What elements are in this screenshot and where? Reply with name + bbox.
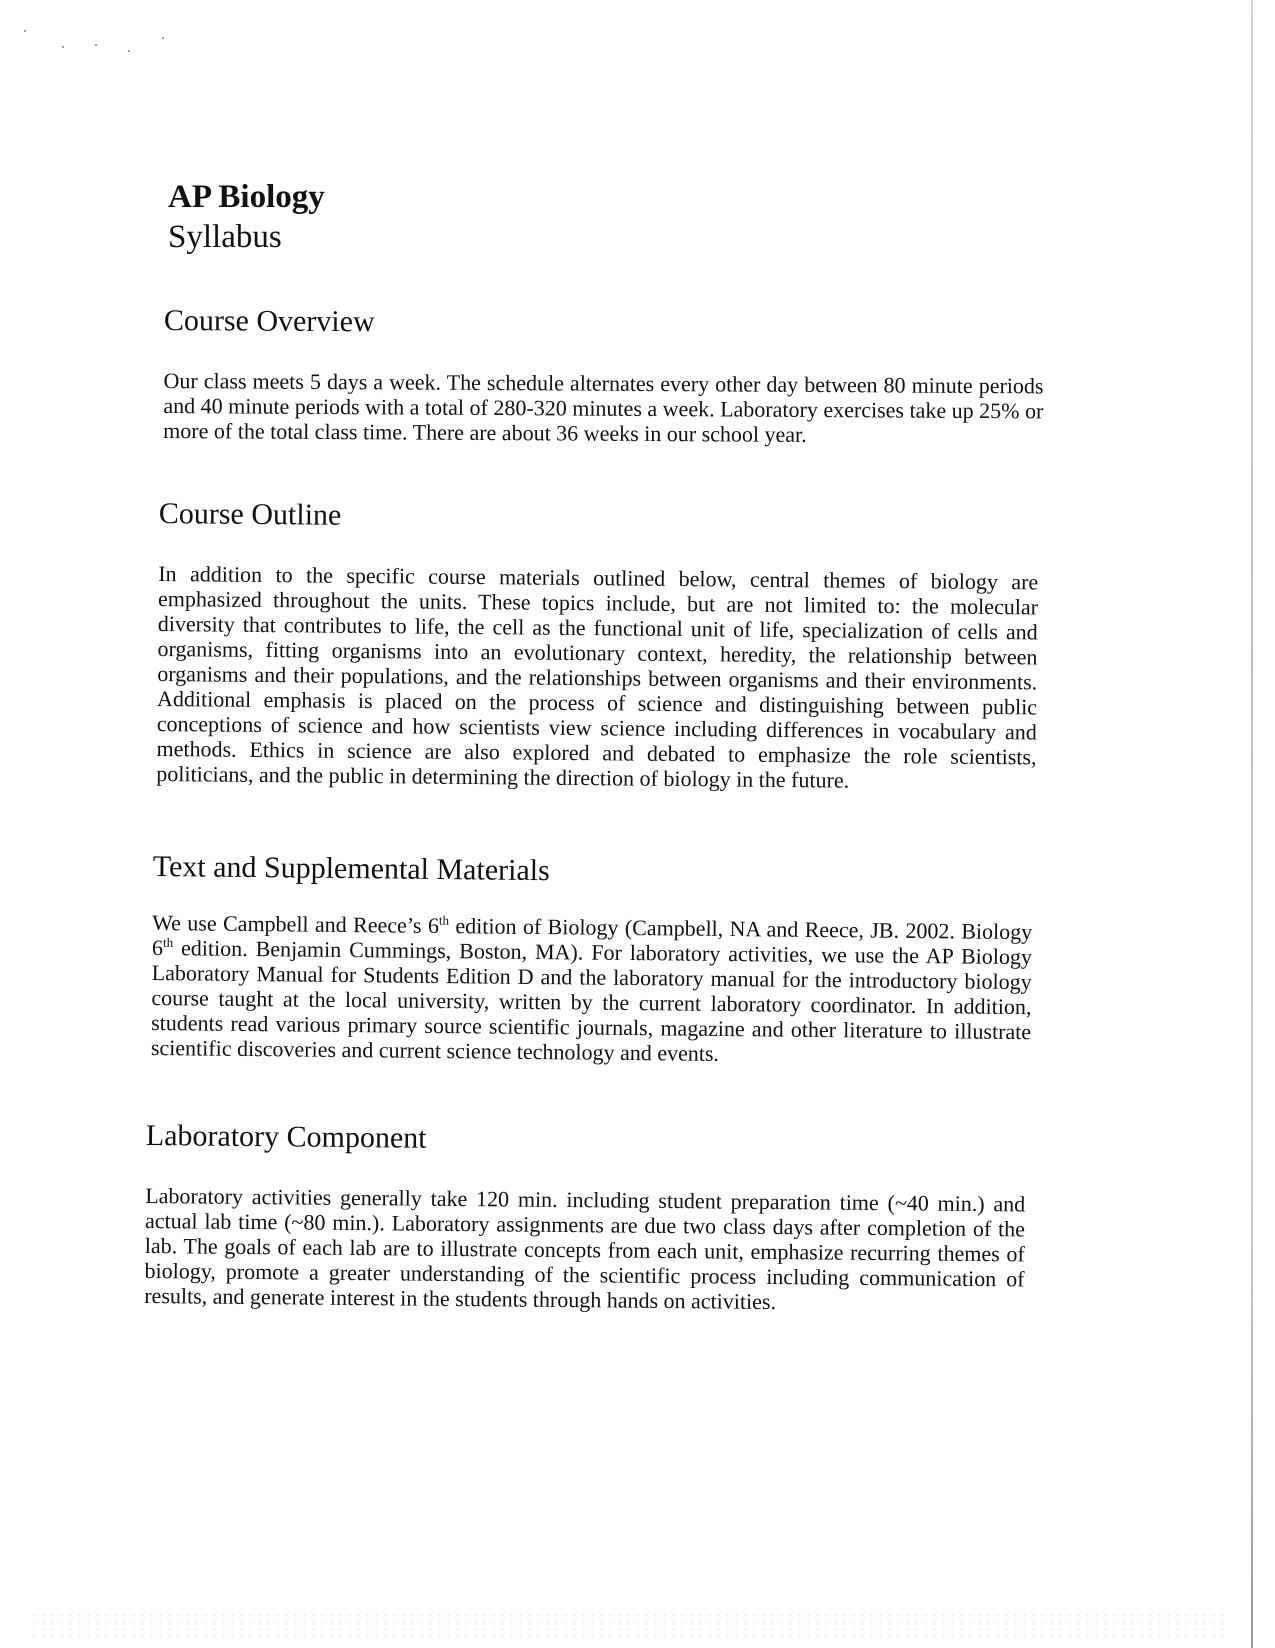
scan-speck — [62, 46, 64, 48]
document-title: AP Biology — [168, 179, 325, 215]
section-body: Laboratory activities generally take 120 min. including student preparation time (~40 min.) and actual lab time (~80 min.). Laboratory assignments are due two class days after completion of the lab. The goals of each lab are to illustrate concepts from each unit, emphasize recurring themes of biology, promote a greater understanding of the scientific process including communication of results, and generate interest in the students through hands on activities. — [144, 1182, 1026, 1315]
section-body: In addition to the specific course materials outlined below, central themes of biology are emphasized throughout the units. These topics include, but are not limited to: the molecular diversity that contributes to life, the cell as the functional unit of life, specialization of cells and organisms, fitting organisms into an evolutionary context, heredity, the relationship between organisms and their populations, and the relationships between organisms and their environments. Additional emphasis is placed on the process of science and distinguishing between public conceptions of science and how scientists view science including differences in vocabulary and methods. Ethics in science are also explored and debated to emphasize the role scientists, politicians, and the public in determining the direction of biology in the future. — [156, 560, 1039, 793]
superscript: th — [438, 912, 450, 928]
body-text: edition of Biology (Campbell, NA and Reece, JB. 2002. Biology 6 — [151, 913, 1033, 961]
section-heading: Course Overview — [163, 304, 375, 339]
scan-edge-line — [1251, 0, 1253, 1648]
scan-speck — [95, 44, 97, 46]
section-body — [151, 910, 1033, 1069]
scan-speck — [24, 30, 26, 32]
section-heading: Course Outline — [158, 497, 342, 532]
section-heading: Laboratory Component — [145, 1119, 427, 1155]
body-text: We use Campbell and Reece’s 6 — [152, 909, 440, 938]
superscript: th — [162, 934, 174, 950]
scan-speck — [162, 37, 164, 39]
document-subtitle: Syllabus — [168, 219, 282, 255]
section-laboratory-component — [144, 1119, 1026, 1316]
section-heading: Text and Supplemental Materials — [152, 850, 550, 888]
section-course-overview — [163, 304, 1044, 448]
scan-speck — [128, 50, 130, 52]
scan-noise — [30, 1612, 1230, 1642]
section-body: Our class meets 5 days a week. The schedule alternates every other day between 80 minute periods and 40 minute periods with a total of 280-320 minutes a week. Laboratory exercises take up 25% or more of the total class time. There are about 36 weeks in our school year. — [163, 367, 1044, 447]
body-text: edition. Benjamin Cummings, Boston, MA). For laboratory activities, we use the AP Biology Laboratory Manual for Students Edition D and the laboratory manual for the introductory biology course taught at the local university, written by the current laboratory coordinator. In addition, students read various primary source scientific journals, magazine and other literature to illustrate scientific discoveries and current science technology and events. — [150, 935, 1033, 1066]
section-text-materials — [151, 850, 1033, 1069]
section-course-outline — [156, 497, 1039, 794]
